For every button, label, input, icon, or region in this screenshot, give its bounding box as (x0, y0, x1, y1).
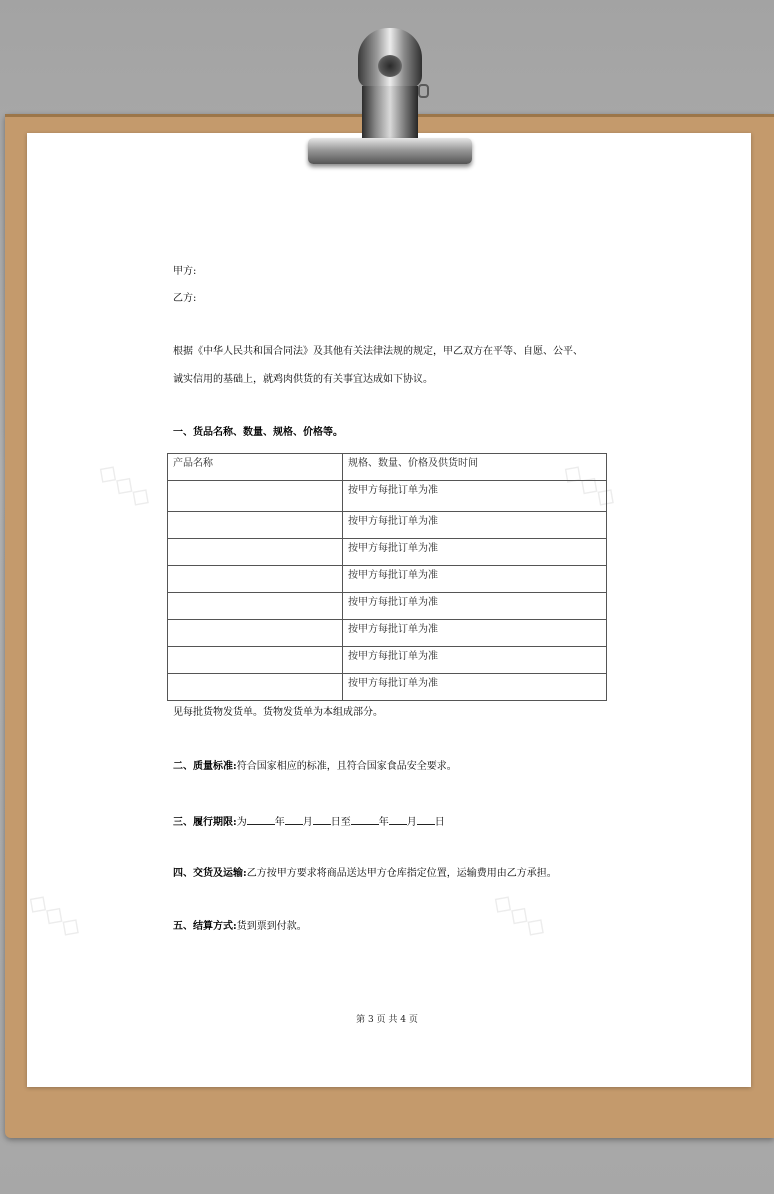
table-cell (168, 566, 343, 593)
section3-month2: 月 (406, 817, 417, 828)
clip-pin-icon (418, 84, 429, 98)
date-blank (247, 814, 275, 825)
section5-title: 五、结算方式: (173, 921, 237, 932)
clip-hole-icon (378, 55, 402, 77)
section3-day2: 日 (434, 817, 445, 828)
table-cell (168, 539, 343, 566)
section3-year1: 年 (274, 817, 285, 828)
section4-text: 乙方按甲方要求将商品送达甲方仓库指定位置，运输费用由乙方承担。 (246, 868, 557, 879)
date-blank (417, 814, 435, 825)
page-number: 第 3 页 共 4 页 (356, 1015, 418, 1025)
table-row (168, 620, 607, 647)
table-cell: 按甲方每批订单为准 (343, 647, 607, 674)
section2-text: 符合国家相应的标准，且符合国家食品安全要求。 (236, 761, 457, 772)
section3-prefix: 为 (236, 817, 247, 828)
table-cell: 按甲方每批订单为准 (343, 674, 607, 701)
preamble-line-2: 诚实信用的基础上，就鸡肉供货的有关事宜达成如下协议。 (173, 374, 433, 385)
table-cell (168, 647, 343, 674)
table-row (168, 481, 607, 512)
table-cell: 按甲方每批订单为准 (343, 593, 607, 620)
date-blank (285, 814, 303, 825)
section1-note: 见每批货物发货单。货物发货单为本组成部分。 (173, 707, 383, 718)
clip-base-icon (308, 138, 472, 164)
table-header-cell: 规格、数量、价格及供货时间 (343, 454, 607, 481)
table-row (168, 647, 607, 674)
section4-line (173, 867, 557, 881)
section3-day1: 日至 (330, 817, 351, 828)
section1-title: 一、货品名称、数量、规格、价格等。 (173, 427, 343, 438)
clip-body-icon (362, 86, 418, 142)
table-cell (168, 593, 343, 620)
section2-title: 二、质量标准: (173, 761, 237, 772)
table-cell: 按甲方每批订单为准 (343, 512, 607, 539)
watermark-icon: ◇◇◇ (556, 455, 624, 515)
date-blank (351, 814, 379, 825)
watermark-icon: ◇◇◇ (91, 455, 159, 515)
table-cell: 按甲方每批订单为准 (343, 539, 607, 566)
table-header-cell: 产品名称 (168, 454, 343, 481)
table-row (168, 566, 607, 593)
date-blank (313, 814, 331, 825)
table-cell (168, 674, 343, 701)
table-cell (168, 481, 343, 512)
table-row (168, 674, 607, 701)
goods-table (167, 453, 607, 701)
date-blank (389, 814, 407, 825)
table-header-row (168, 454, 607, 481)
table-cell (168, 512, 343, 539)
watermark-icon: ◇◇◇ (21, 885, 89, 945)
table-cell: 按甲方每批订单为准 (343, 620, 607, 647)
section4-title: 四、交货及运输: (173, 868, 247, 879)
table-row (168, 593, 607, 620)
section3-year2: 年 (378, 817, 389, 828)
table-cell: 按甲方每批订单为准 (343, 566, 607, 593)
section5-text: 货到票到付款。 (236, 921, 307, 932)
party-a-label: 甲方: (173, 266, 197, 277)
preamble-line-1: 根据《中华人民共和国合同法》及其他有关法律法规的规定，甲乙双方在平等、自愿、公平、 (173, 346, 583, 357)
table-row (168, 512, 607, 539)
section2-line (173, 760, 457, 774)
table-cell (168, 620, 343, 647)
section3-month1: 月 (302, 817, 313, 828)
section5-line (173, 920, 307, 934)
table-row (168, 539, 607, 566)
section3-title: 三、履行期限: (173, 817, 237, 828)
section3-line (173, 814, 445, 830)
table-cell: 按甲方每批订单为准 (343, 481, 607, 512)
party-b-label: 乙方: (173, 293, 197, 304)
watermark-icon: ◇◇◇ (486, 885, 554, 945)
